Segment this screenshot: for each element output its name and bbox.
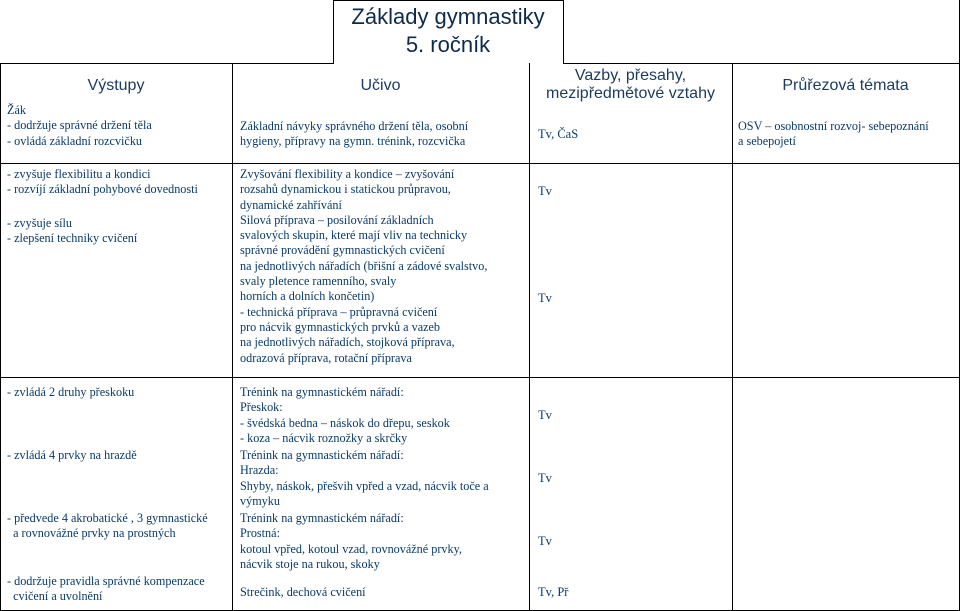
header-vazby-line-1: Vazby, přesahy, xyxy=(574,67,687,84)
row2-vazby-hrazda: Tv xyxy=(538,471,552,485)
row1-vazby-strength: Tv xyxy=(538,291,552,305)
row1-vystupy-flexibility: - zvyšuje flexibilitu a kondici - rozvíjí základní pohybové dovednosti xyxy=(7,167,198,197)
row2-ucivo-strecink: Strečink, dechová cvičení xyxy=(240,585,366,599)
row2-vazby-prostna: Tv xyxy=(538,534,552,548)
row0-vazby: Tv, ČaS xyxy=(538,127,579,141)
table-border-top-right xyxy=(563,63,960,64)
row0-ucivo: Základní návyky správného držení těla, osobní hygieny, přípravy na gymn. trénink, rozcvička xyxy=(240,119,469,149)
row2-vystupy-preskok: - zvládá 2 druhy přeskoku xyxy=(7,385,135,399)
row1-vystupy-strength: - zvyšuje sílu - zlepšení techniky cvičení xyxy=(7,216,138,246)
column-divider xyxy=(333,0,334,64)
row2-ucivo-hrazda: Trénink na gymnastickém nářadí: Hrazda: Shyby, náskok, přešvih vpřed a vzad, nácvik toče a výmyku xyxy=(240,448,489,508)
row0-vystupy: Žák - dodržuje správné držení těla - ovládá základní rozcvičku xyxy=(7,103,152,148)
header-ucivo: Učivo xyxy=(360,77,401,94)
row2-ucivo-preskok: Trénink na gymnastickém nářadí: Přeskok: - švédská bedna – náskok do dřepu, seskok - koza – nácvik roznožky a skrčky xyxy=(240,385,450,445)
row2-ucivo-prostna: Trénink na gymnastickém nářadí: Prostná: kotoul vpřed, kotoul vzad, rovnovážné prvky, nácvik stoje na rukou, skoky xyxy=(240,511,462,571)
column-divider xyxy=(529,63,530,611)
row2-vystupy-kompenzace: - dodržuje pravidla správné kompenzace cvičení a uvolnění xyxy=(7,574,205,604)
title-line-2: 5. ročník xyxy=(405,32,491,57)
header-vazby-line-2: mezipředmětové vztahy xyxy=(546,85,715,102)
column-divider xyxy=(563,0,564,64)
header-vazby xyxy=(529,67,732,103)
row1-ucivo: Zvyšování flexibility a kondice – zvyšování rozsahů dynamickou i statickou průpravou, dynamické zahřívání Silová příprava – posilování základních svalových skupin, které mají vliv na technicky správné provádění gymnastických cvičení na jednotlivých nářadích (břišní a zádové svalstvo, svaly pletence ramenního, svaly horních a dolních končetin) - technická příprava – průpravná cvičení pro nácvik gymnastických prvků a vazeb na jednotlivých nářadích, stojková příprava, odrazová příprava, rotační příprava xyxy=(240,167,488,365)
row1-vazby-flexibility: Tv xyxy=(538,184,552,198)
row2-vystupy-prostna: - předvede 4 akrobatické , 3 gymnastické a rovnovážné prvky na prostných xyxy=(7,511,208,541)
title-border-top xyxy=(333,0,564,1)
row2-vazby-preskok: Tv xyxy=(538,408,552,422)
header-vystupy: Výstupy xyxy=(87,77,145,94)
table-border-top xyxy=(0,63,333,64)
column-divider xyxy=(0,63,1,611)
row-divider xyxy=(0,377,960,378)
row0-prurezova: OSV – osobnostní rozvoj- sebepoznání a sebepojetí xyxy=(738,119,929,149)
header-prurezova: Průřezová témata xyxy=(782,77,909,94)
row-divider xyxy=(0,163,960,164)
row2-vazby-strecink: Tv, Př xyxy=(538,585,569,599)
row2-vystupy-hrazda: - zvládá 4 prvky na hrazdě xyxy=(7,448,137,462)
column-divider xyxy=(232,63,233,611)
title-line-1: Základy gymnastiky xyxy=(351,4,545,29)
column-divider xyxy=(732,63,733,611)
